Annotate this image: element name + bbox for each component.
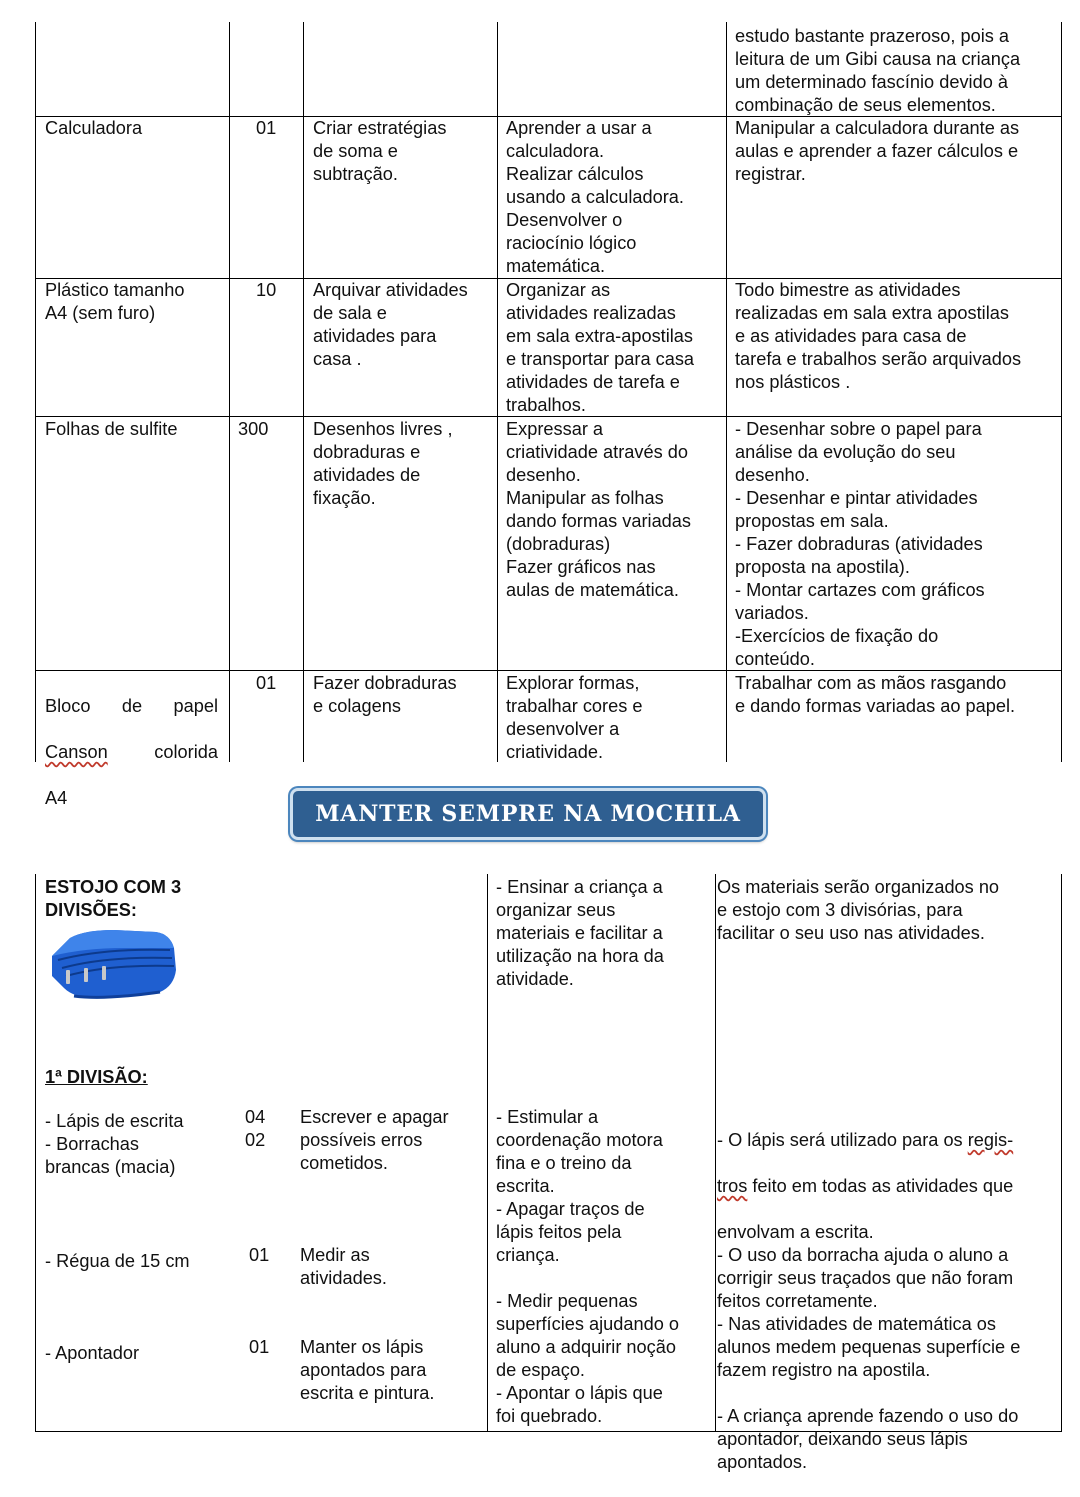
use-line	[717, 1129, 1059, 1152]
objective-cell: Aprender a usar a calculadora. Realizar cálculos usando a calculadora. Desenvolver o raciocínio lógico matemática.	[506, 118, 684, 276]
estojo-title: ESTOJO COM 3 DIVISÕES:	[45, 877, 182, 920]
use-line	[717, 1175, 1059, 1198]
uses-cell	[717, 1106, 1059, 1497]
table-border-left	[35, 22, 36, 762]
use-text: regis-	[967, 1130, 1014, 1150]
qty-cell: 01	[249, 1337, 270, 1357]
item-regua: - Régua de 15 cm	[45, 1251, 190, 1271]
estojo-objective: - Ensinar a criança a organizar seus materiais e facilitar a utilização na hora da atividade.	[496, 877, 664, 989]
use-cell: estudo bastante prazeroso, pois a leitura de um Gibi causa na criança um determinado fascínio devido à combinação de seus elementos.	[735, 26, 1021, 115]
activity-cell: Desenhos livres , dobraduras e atividades de fixação.	[313, 419, 453, 508]
material-word: colorida	[154, 742, 218, 762]
qty-cell: 01	[256, 118, 277, 138]
material-cell	[45, 672, 218, 833]
section-banner: MANTER SEMPRE NA MOCHILA	[290, 788, 766, 840]
material-line: Bloco de papel	[45, 696, 218, 716]
use-text: envolvam a escrita. - O uso da borracha ajuda o aluno a corrigir seus traçados que não foram feitos corretamente. - Nas atividades de matemática os alunos medem pequenas superfície e fazem registro na apostila. - A criança aprende fazendo o uso do apontador, deixando seus lápis apontados.	[717, 1222, 1021, 1472]
table-border-right	[1061, 22, 1062, 762]
use-cell: Manipular a calculadora durante as aulas e aprender a fazer cálculos e registrar.	[735, 118, 1020, 184]
column-divider	[229, 22, 230, 762]
use-cell: Trabalhar com as mãos rasgando e dando formas variadas ao papel.	[735, 673, 1016, 716]
estojo-use: Os materiais serão organizados no e estojo com 3 divisórias, para facilitar o seu uso nas atividades.	[717, 877, 1000, 943]
material-cell: Plástico tamanho A4 (sem furo)	[45, 280, 185, 323]
column-divider	[487, 874, 488, 1432]
column-divider	[715, 874, 716, 1432]
activity-cell: Arquivar atividades de sala e atividades para casa .	[313, 280, 468, 369]
qty-cell: 10	[256, 280, 277, 300]
activity-cell: Fazer dobraduras e colagens	[313, 673, 457, 716]
objective-cell: Expressar a criatividade através do desenho. Manipular as folhas dando formas variadas (dobraduras) Fazer gráficos nas aulas de matemática.	[506, 419, 692, 600]
column-divider	[726, 22, 727, 762]
activity-cell: Medir as atividades.	[300, 1245, 387, 1288]
division-title: 1ª DIVISÃO:	[45, 1067, 148, 1087]
activity-cell: Criar estratégias de soma e subtração.	[313, 118, 447, 184]
objective-cell: Organizar as atividades realizadas em sala extra-apostilas e transportar para casa atividades de tarefa e trabalhos.	[506, 280, 695, 415]
column-divider	[497, 22, 498, 762]
use-text: tros	[717, 1176, 748, 1196]
material-word: Canson	[45, 742, 108, 762]
material-line	[45, 741, 218, 764]
qty-cell: 300	[238, 419, 269, 439]
pencil-case-icon	[44, 926, 180, 1000]
material-line: A4	[45, 788, 68, 808]
table-border-left	[35, 874, 36, 1432]
item-list: - Lápis de escrita - Borrachas brancas (macia)	[45, 1111, 184, 1177]
use-text: feito em todas as atividades que	[747, 1176, 1014, 1196]
column-divider	[303, 22, 304, 762]
item-apontador: - Apontador	[45, 1343, 140, 1363]
material-cell: Folhas de sulfite	[45, 419, 178, 439]
activity-cell: Escrever e apagar possíveis erros cometidos.	[300, 1107, 449, 1173]
table-border-right	[1061, 874, 1062, 1432]
material-cell: Calculadora	[45, 118, 143, 138]
objective-cell: Explorar formas, trabalhar cores e desenvolver a criatividade.	[506, 673, 643, 762]
use-text: - O lápis será utilizado para os	[717, 1130, 968, 1150]
qty-cell: 01	[249, 1245, 270, 1265]
use-cell: Todo bimestre as atividades realizadas em sala extra apostilas e as atividades para casa de tarefa e trabalhos serão arquivados nos plásticos .	[735, 280, 1022, 392]
activity-cell: Manter os lápis apontados para escrita e pintura.	[300, 1337, 435, 1403]
qty-cell: 01	[256, 673, 277, 693]
objectives-cell: - Estimular a coordenação motora fina e o treino da escrita. - Apagar traços de lápis feitos pela criança. - Medir pequenas superfícies ajudando o aluno a adquirir noção de espaço. - Apontar o lápis que foi quebrado.	[496, 1107, 680, 1426]
qty-cell: 04 02	[245, 1107, 266, 1150]
use-cell: - Desenhar sobre o papel para análise da evolução do seu desenho. - Desenhar e pintar atividades propostas em sala. - Fazer dobraduras (atividades proposta na apostila). - Montar cartazes com gráficos variados. -Exercícios de fixação do conteúdo.	[735, 419, 985, 669]
